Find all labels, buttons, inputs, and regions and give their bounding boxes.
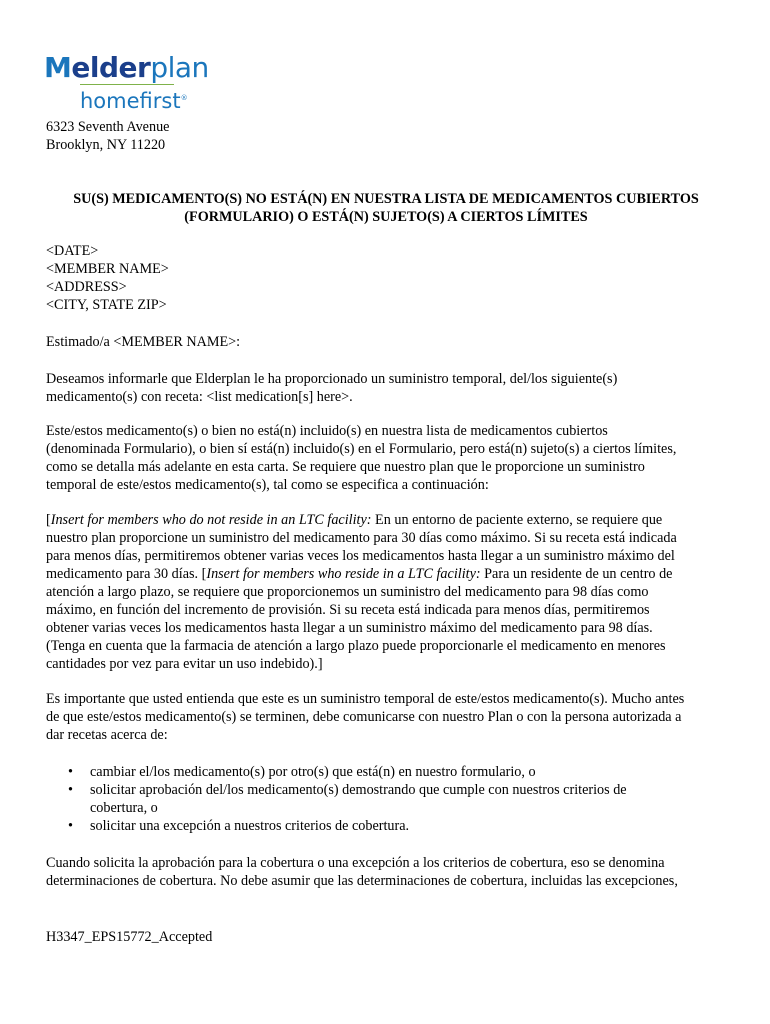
paragraph-intro: Deseamos informarle que Elderplan le ha proporcionado un suministro temporal, del/los siguiente(s) medicamento(s) con receta: <list medication[s] here>. bbox=[46, 371, 618, 405]
paragraph-temporary-supply: Es importante que usted entienda que este es un suministro temporal de este/estos medicamento(s). Mucho antes de que este/estos medicamento(s) se terminen, debe comunicarse con nuestro Plan o con la persona autorizada a dar recetas acerca de: bbox=[46, 691, 685, 743]
address-placeholder: <ADDRESS> bbox=[46, 279, 127, 295]
address-line: 6323 Seventh Avenue bbox=[46, 119, 170, 135]
date-placeholder: <DATE> bbox=[46, 243, 99, 259]
list-item: • solicitar aprobación del/los medicamento(s) demostrando que cumple con nuestros criterios de cobertura, o bbox=[46, 781, 736, 817]
logo-wordmark: Melderplan bbox=[44, 51, 209, 84]
insert-instruction: Insert for members who do not reside in an LTC facility: bbox=[50, 512, 372, 528]
sender-address bbox=[46, 118, 169, 154]
paragraph-supply-rules: [Insert for members who do not reside in an LTC facility: En un entorno de paciente externo, se requiere que nuestro plan proporcione un suministro del medicamento para 30 días como máximo. Si su receta está indicada para menos días, permitiremos obtener varias veces los medicamentos hasta llegar a un suministro máximo del medicamento para 30 días. [Insert for members who reside in a LTC facility: Para un residente de un centro de atención a largo plazo, se requiere que proporcionemos un suministro del medicamento para 98 días como máximo, en función del incremento de provisión. Si su receta está indicada para menos días, permitiremos obtener varias veces los medicamentos hasta llegar a un suministro máximo del medicamento para 98 días. (Tenga en cuenta que la farmacia de atención a largo plazo puede proporcionarle el medicamento en menores cantidades por vez para evitar un uso indebido).] bbox=[46, 512, 677, 672]
letter-title: SU(S) MEDICAMENTO(S) NO ESTÁ(N) EN NUESTRA LISTA DE MEDICAMENTOS CUBIERTOS (FORMULARIO) O ESTÁ(N) SUJETO(S) A CIERTOS LÍMITES bbox=[73, 191, 699, 225]
recipient-block bbox=[46, 242, 169, 314]
city-placeholder: <CITY, STATE ZIP> bbox=[46, 297, 167, 313]
paragraph-coverage-determination: Cuando solicita la aprobación para la cobertura o una excepción a los criterios de cobertura, eso se denomina determinaciones de cobertura. No debe asumir que las determinaciones de cobertura, incluidas las excepciones, bbox=[46, 855, 678, 889]
member-name-placeholder: <MEMBER NAME> bbox=[46, 261, 169, 277]
paragraph-formulary: Este/estos medicamento(s) o bien no está(n) incluido(s) en nuestra lista de medicamentos cubiertos (denominada Formulario), o bien sí está(n) incluido(s) en el Formulario, pero está(n) sujeto(s) a ciertos límites, como se detalla más adelante en esta carta. Se requiere que nuestro plan que le proporcione un suministro temporal de este/estos medicamento(s), tal como se especifica a continuación: bbox=[46, 423, 677, 493]
address-line: Brooklyn, NY 11220 bbox=[46, 137, 166, 153]
logo-subbrand: homefirst® bbox=[80, 89, 188, 113]
salutation: Estimado/a <MEMBER NAME>: bbox=[46, 334, 241, 350]
elderplan-homefirst-logo bbox=[44, 51, 209, 113]
options-list bbox=[46, 763, 736, 835]
list-item: • cambiar el/los medicamento(s) por otro(s) que está(n) en nuestro formulario, o bbox=[46, 763, 736, 781]
insert-instruction: Insert for members who reside in a LTC facility: bbox=[206, 566, 481, 582]
document-code: H3347_EPS15772_Accepted bbox=[46, 929, 213, 945]
list-item: • solicitar una excepción a nuestros criterios de cobertura. bbox=[46, 817, 736, 835]
